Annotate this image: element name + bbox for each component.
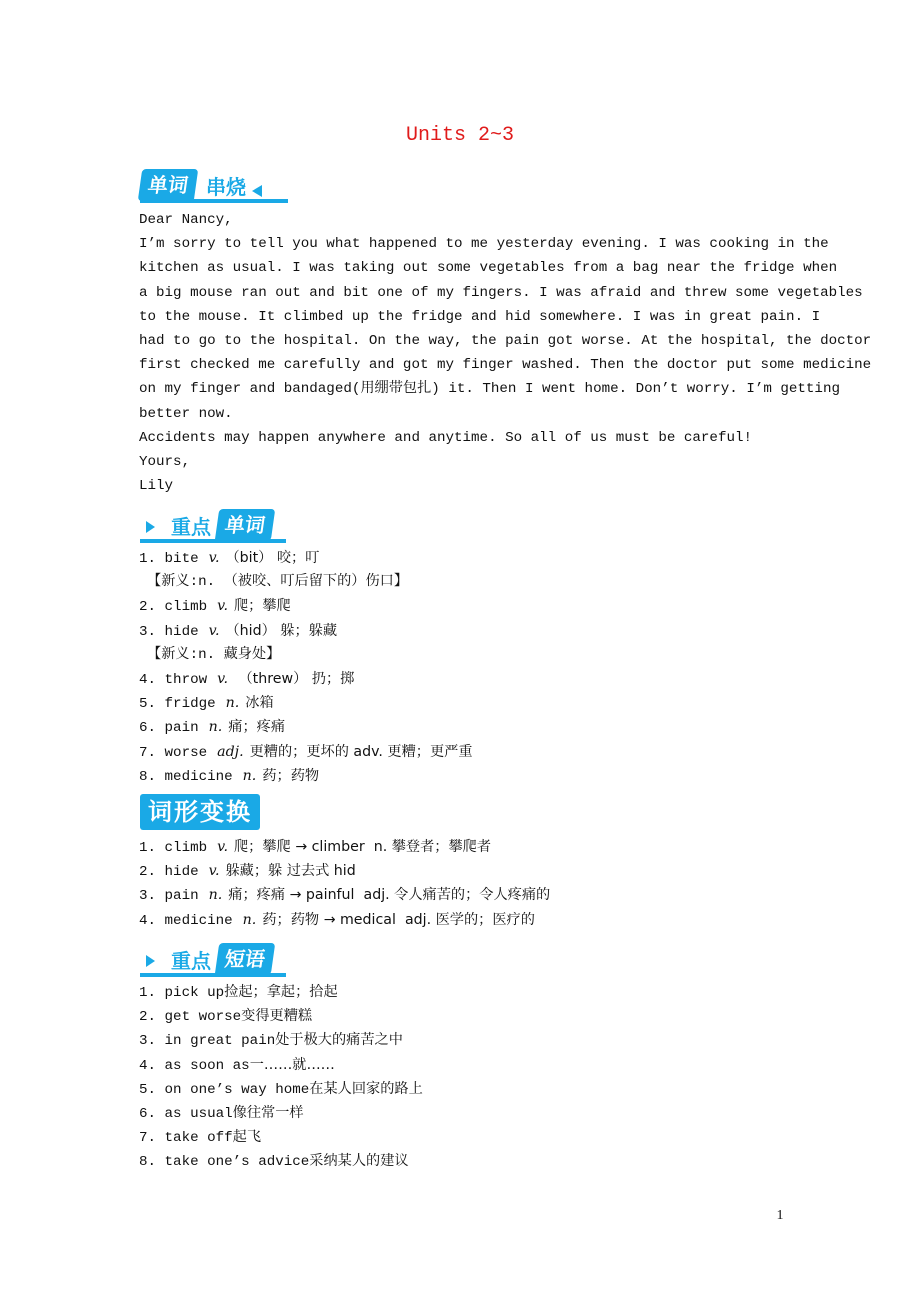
list-item-note: 【新义:n. 藏身处】 [147,646,281,663]
item-number: 6. [139,1105,157,1122]
section-header-word-forms [140,794,260,830]
triangle-right-icon [146,521,155,533]
item-meaning: 一……就…… [249,1056,335,1073]
item-number: 3. [139,888,157,905]
item-pos: n. [208,719,223,736]
letter-line: on my finger and bandaged(用绷带包扎) it. Then I went home. Don’t worry. I’m getting [139,381,840,398]
item-meaning: 药；药物 [262,767,320,784]
section-badge-right: 单词 [215,509,275,541]
key-words-list [139,546,839,788]
section-underline [140,973,286,977]
section-underline [140,199,288,203]
list-item [139,1149,839,1173]
item-number: 2. [139,599,157,616]
item-phrase: take one’s advice [164,1154,310,1171]
section-badge: 词形变换 [140,794,260,830]
item-pos: adj. [217,743,244,760]
letter-line: Yours, [139,453,191,470]
item-number: 1. [139,551,157,567]
section-badge-left: 单词 [138,169,198,201]
item-number: 2. [139,864,157,881]
letter-line: Lily [139,478,174,495]
item-meaning: 痛；疼痛 → painful adj. 令人痛苦的；令人疼痛的 [228,887,551,904]
letter-line: first checked me carefully and got my finger washed. Then the doctor put some medicine [139,357,872,374]
item-meaning: 爬；攀爬 → climber n. 攀登者；攀爬者 [233,839,492,855]
section-badge-left: 重点 [171,949,211,973]
list-item [139,619,839,643]
item-number: 8. [139,768,157,785]
item-pos: v. [208,550,220,566]
triangle-left-icon [252,185,262,197]
item-phrase: take off [164,1130,233,1147]
item-number: 4. [139,912,157,929]
item-word: throw [164,671,208,688]
list-item [139,715,839,739]
list-item [139,1028,839,1052]
letter-line: a big mouse ran out and bit one of my fingers. I was afraid and threw some vegetables [139,284,863,301]
item-phrase: as soon as [164,1057,250,1074]
section-underline [140,539,286,543]
list-item [139,883,839,907]
item-number: 6. [139,720,157,737]
item-meaning: 起飞 [232,1129,262,1146]
item-meaning: （bit） 咬；叮 [225,550,320,566]
item-meaning: 变得更糟糕 [241,1008,313,1025]
section-header-key-words [140,506,273,542]
word-forms-list [139,835,839,932]
item-meaning: 采纳某人的建议 [309,1153,409,1170]
list-item [139,667,839,691]
item-word: bite [164,551,199,567]
section-badge-left: 重点 [171,515,211,539]
item-number: 3. [139,623,157,640]
list-item [139,740,839,764]
list-item [139,691,839,715]
item-pos: v. [217,839,228,855]
item-pos: v. [217,670,228,687]
item-number: 2. [139,1009,157,1026]
letter-line: better now. [139,405,233,422]
item-number: 4. [139,671,157,688]
item-word: worse [164,744,208,761]
section-badge-right: 串烧 [206,175,246,199]
item-number: 1. [139,840,157,856]
item-phrase: on one’s way home [164,1081,310,1098]
item-word: hide [164,864,199,881]
key-phrases-list [139,980,839,1174]
item-meaning: 在某人回家的路上 [309,1080,423,1097]
list-item [139,546,839,570]
item-phrase: as usual [164,1105,233,1122]
item-number: 7. [139,744,157,761]
list-item [139,1004,839,1028]
item-meaning: 爬；攀爬 [233,598,291,615]
item-pos: v. [217,598,228,615]
item-pos: n. [242,767,257,784]
letter-line: Accidents may happen anywhere and anytime. So all of us must be careful! [139,429,752,446]
list-item [139,835,839,859]
item-meaning: 像往常一样 [232,1104,304,1121]
item-meaning: 冰箱 [245,695,274,712]
page-title: Units 2~3 [405,124,515,147]
item-meaning: 处于极大的痛苦之中 [275,1032,403,1049]
item-pos: n. [225,695,240,712]
section-badge [140,941,273,975]
section-badge [140,507,273,541]
item-number: 3. [139,1033,157,1050]
item-pos: n. [208,887,223,904]
item-word: medicine [164,912,233,929]
list-item [139,1053,839,1077]
list-item [139,594,839,618]
item-phrase: in great pain [164,1033,276,1050]
item-phrase: pick up [164,985,225,1001]
item-number: 4. [139,1057,157,1074]
list-item [139,980,839,1004]
section-header-key-phrases [140,940,273,976]
section-badge [140,167,262,201]
item-phrase: get worse [164,1009,242,1026]
item-word: pain [164,720,199,737]
item-pos: n. [242,911,257,928]
item-number: 5. [139,696,157,713]
letter-text [139,208,872,498]
item-meaning: （threw） 扔；掷 [233,670,355,687]
list-item [139,1101,839,1125]
list-item [139,764,839,788]
list-item-note: 【新义:n. （被咬、叮后留下的）伤口】 [147,574,409,591]
item-word: pain [164,888,199,905]
item-meaning: （hid） 躲；躲藏 [225,622,338,639]
section-badge-right: 短语 [215,943,275,975]
item-word: fridge [164,696,216,713]
item-meaning: 躲藏；躲 过去式 hid [225,863,356,880]
item-pos: v. [208,622,220,639]
list-item [139,1077,839,1101]
item-meaning: 捡起；拿起；拾起 [224,984,338,1000]
item-word: climb [164,599,208,616]
item-word: medicine [164,768,233,785]
list-item [139,1125,839,1149]
letter-line: I’m sorry to tell you what happened to me yesterday evening. I was cooking in the [139,236,829,253]
letter-line: had to go to the hospital. On the way, the pain got worse. At the hospital, the doctor [139,332,872,349]
item-number: 5. [139,1081,157,1098]
item-number: 1. [139,985,157,1001]
item-number: 8. [139,1154,157,1171]
letter-line: kitchen as usual. I was taking out some vegetables from a bag near the fridge when [139,260,838,277]
list-item [139,859,839,883]
letter-line: to the mouse. It climbed up the fridge and hid somewhere. I was in great pain. I [139,308,821,325]
item-meaning: 痛；疼痛 [228,719,286,736]
section-header-words-story [140,166,262,202]
item-meaning: 更糟的；更坏的 adv. 更糟；更严重 [249,743,473,760]
item-pos: v. [208,863,220,880]
item-meaning: 药；药物 → medical adj. 医学的；医疗的 [262,911,535,928]
triangle-right-icon [146,955,155,967]
item-number: 7. [139,1130,157,1147]
letter-line: Dear Nancy, [139,212,233,228]
page-number: 1 [776,1208,784,1223]
item-word: climb [164,840,208,856]
item-word: hide [164,623,199,640]
list-item [139,908,839,932]
